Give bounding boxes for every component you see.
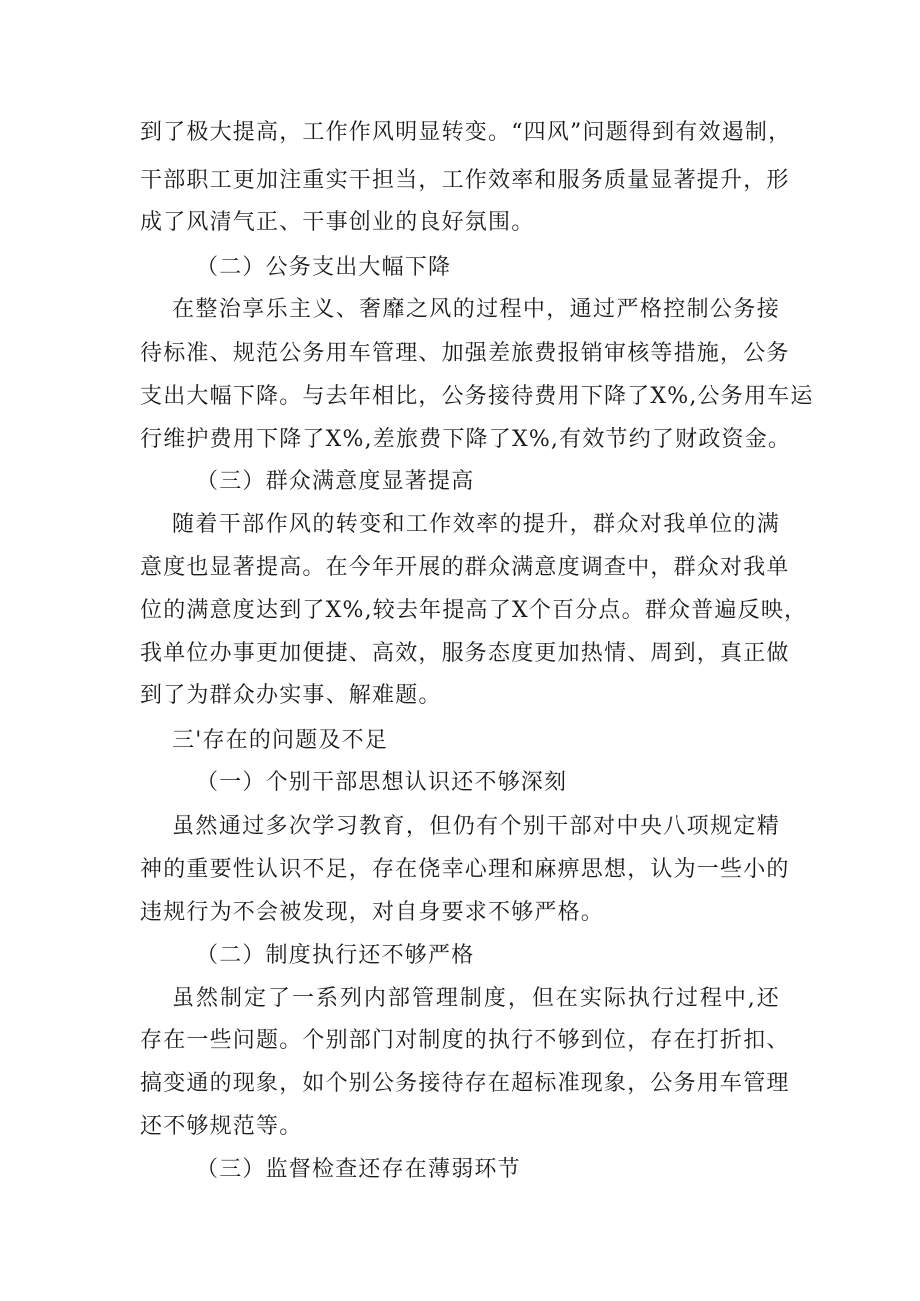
paragraph-line: 虽然通过多次学习教育，但仍有个别干部对中央八项规定精 [172, 814, 780, 839]
paragraph-line: 支出大幅下降。与去年相比，公务接待费用下降了X%,公务用车运 [140, 384, 814, 409]
paragraph-line: 搞变通的现象，如个别公务接待存在超标准现象，公务用车管理 [140, 1071, 790, 1096]
section-heading: （二）制度执行还不够严格 [196, 943, 475, 968]
paragraph-line: 存在一些问题。个别部门对制度的执行不够到位，存在打折扣、 [140, 1028, 790, 1053]
paragraph-line: 在整治享乐主义、奢靡之风的过程中，通过严格控制公务接 [172, 297, 780, 322]
paragraph-line: 我单位办事更加便捷、高效，服务态度更加热情、周到，真正做 [140, 641, 790, 666]
paragraph-line: 还不够规范等。 [140, 1114, 303, 1139]
paragraph-line: 行维护费用下降了X%,差旅费下降了X%,有效节约了财政资金。 [140, 427, 792, 452]
section-heading: （三）群众满意度显著提高 [196, 469, 475, 494]
paragraph-line: 意度也显著提高。在今年开展的群众满意度调查中，群众对我单 [140, 555, 790, 580]
paragraph-line: 成了风清气正、干事创业的良好氛围。 [140, 210, 535, 235]
paragraph-line: 违规行为不会被发现，对自身要求不够严格。 [140, 900, 605, 925]
section-heading: 三'存在的问题及不足 [172, 728, 389, 753]
section-heading: （一）个别干部思想认识还不够深刻 [196, 770, 568, 795]
section-heading: （三）监督检查还存在薄弱环节 [196, 1157, 521, 1182]
paragraph-line: 待标准、规范公务用车管理、加强差旅费报销审核等措施，公务 [140, 341, 790, 366]
paragraph-line: 神的重要性认识不足，存在侥幸心理和麻痹思想，认为一些小的 [140, 857, 790, 882]
paragraph-line: 虽然制定了一系列内部管理制度，但在实际执行过程中,还 [172, 986, 780, 1011]
paragraph-line: 随着干部作风的转变和工作效率的提升，群众对我单位的满 [172, 512, 780, 537]
section-heading: （二）公务支出大幅下降 [196, 255, 452, 280]
paragraph-line: 到了极大提高，工作作风明显转变。“四风”问题得到有效遏制， [140, 120, 792, 145]
paragraph-line: 到了为群众办实事、解难题。 [140, 683, 442, 708]
paragraph-line: 位的满意度达到了X%,较去年提高了X个百分点。群众普遍反映， [140, 598, 808, 623]
paragraph-line: 干部职工更加注重实干担当，工作效率和服务质量显著提升，形 [140, 168, 790, 193]
